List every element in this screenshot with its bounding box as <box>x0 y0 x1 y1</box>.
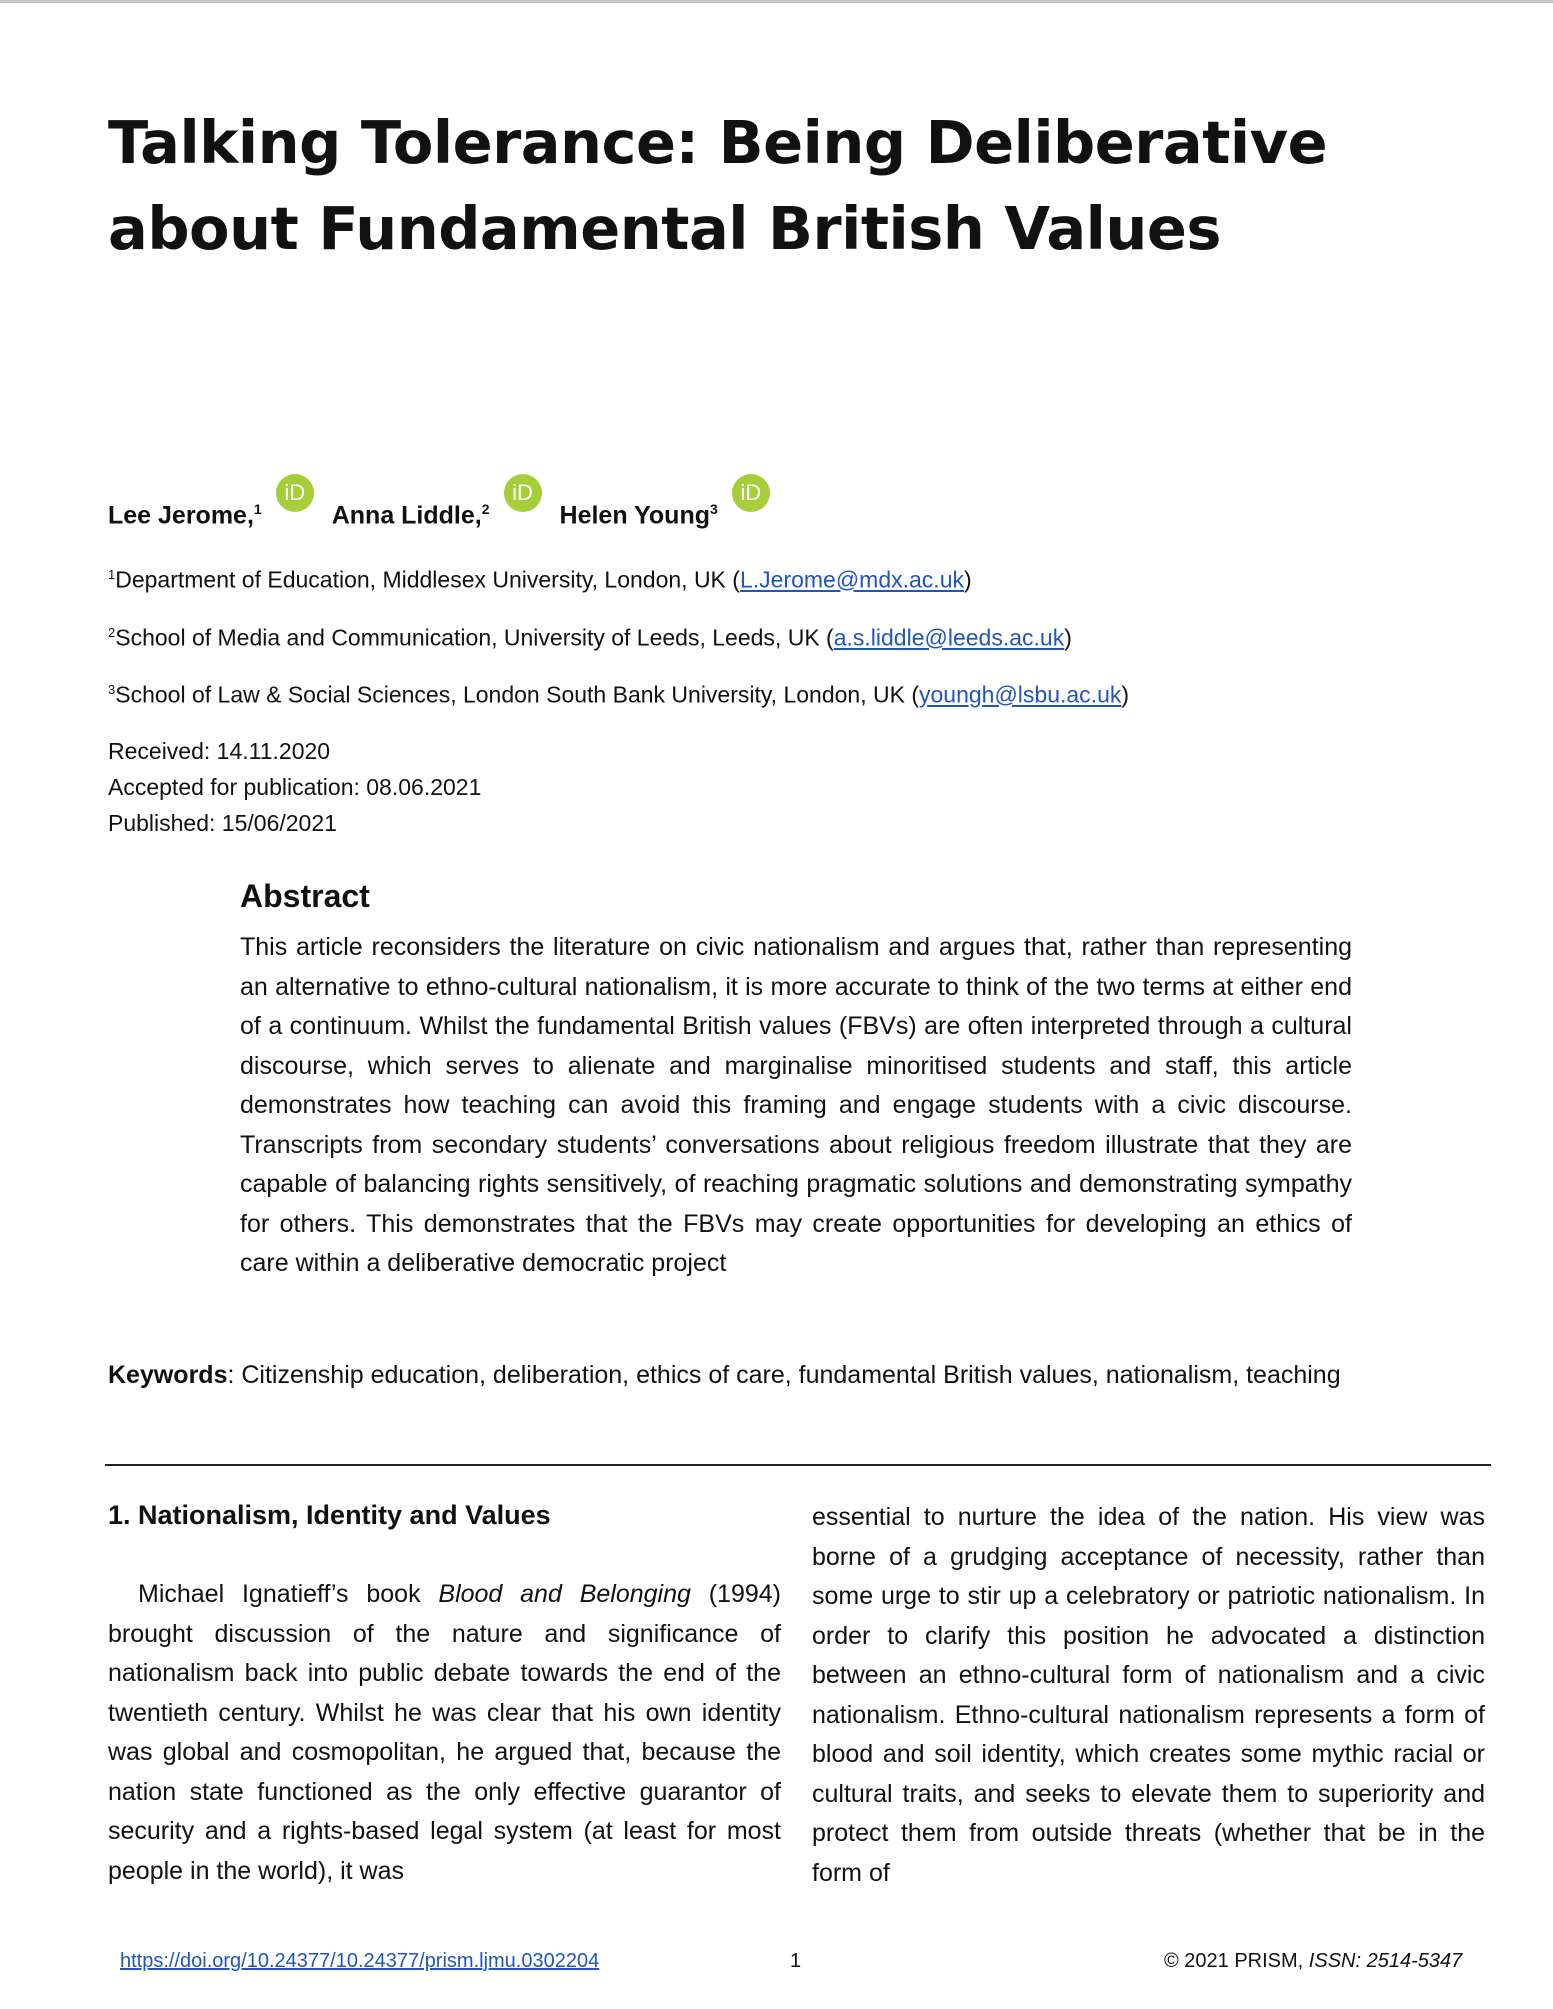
author-sup: 3 <box>710 500 718 517</box>
email-link[interactable]: youngh@lsbu.ac.uk <box>919 681 1122 708</box>
keywords <box>108 1358 1508 1392</box>
author-name <box>560 501 718 530</box>
email-link[interactable]: a.s.liddle@leeds.ac.uk <box>833 624 1065 651</box>
page-number: 1 <box>790 1950 802 1972</box>
publication-dates <box>108 733 481 841</box>
affiliation-sup: 3 <box>108 682 116 697</box>
section-divider <box>105 1464 1491 1466</box>
affiliation-text: School of Media and Communication, University of Leeds, Leeds, UK ( <box>115 624 834 651</box>
affiliation-2 <box>108 618 1072 653</box>
affiliation-close: ) <box>964 566 972 593</box>
received-date: Received: 14.11.2020 <box>108 738 331 764</box>
affiliation-1 <box>108 560 972 595</box>
orcid-icon[interactable]: iD <box>504 474 542 512</box>
author-name <box>108 501 262 530</box>
body-column-right: essential to nurture the idea of the nation. His view was borne of a grudging acceptance of necessity, rather than some urge to stir up a celebratory or patriotic nationalism. In order to clarify this position he advocated a distinction between an ethno-cultural form of nationalism and a civic nationalism. Ethno-cultural nationalism represents a form of blood and soil identity, which creates some mythic racial or cultural traits, and seeks to elevate them to superiority and protect them from outside threats (whether that be in the form of <box>812 1503 1485 1887</box>
copyright-text: © 2021 PRISM, <box>1164 1950 1309 1972</box>
affiliation-text: School of Law & Social Sciences, London South Bank University, London, UK ( <box>115 681 919 708</box>
paper-title: Talking Tolerance: Being Deliberative about Fundamental British Values <box>108 108 1328 263</box>
orcid-icon[interactable]: iD <box>276 474 314 512</box>
affiliation-text: Department of Education, Middlesex University, London, UK ( <box>115 566 740 593</box>
accepted-date: Accepted for publication: 08.06.2021 <box>108 774 482 800</box>
keywords-label: Keywords <box>108 1361 228 1389</box>
orcid-icon[interactable]: iD <box>732 474 770 512</box>
abstract-heading: Abstract <box>240 878 370 914</box>
author-jerome <box>108 474 314 530</box>
author-name-text: Anna Liddle, <box>331 501 482 529</box>
email-link[interactable]: L.Jerome@mdx.ac.uk <box>739 566 964 593</box>
affiliation-sup: 2 <box>108 625 116 640</box>
doi-link[interactable]: https://doi.org/10.24377/10.24377/prism.ljmu.0302204 <box>120 1950 600 1972</box>
issn: ISSN: 2514-5347 <box>1308 1950 1463 1972</box>
book-title: Blood and Belonging <box>438 1580 691 1608</box>
author-liddle <box>332 474 542 530</box>
affiliation-close: ) <box>1064 624 1072 651</box>
body-text: Michael Ignatieff’s book <box>138 1580 439 1608</box>
affiliation-sup: 1 <box>108 567 116 582</box>
author-name-text: Lee Jerome, <box>108 501 254 529</box>
author-name <box>332 501 490 530</box>
author-sup: 2 <box>481 500 490 517</box>
keywords-text: : Citizenship education, deliberation, ethics of care, fundamental British values, nationalism, teaching <box>227 1361 1341 1389</box>
body-text: (1994) brought discussion of the nature and significance of nationalism back into public debate towards the end of the twentieth century. Whilst he was clear that his own identity was global and cosmopolitan, he argued that, because the nation state functioned as the only effective guarantor of security and a rights-based legal system (at least for most people in the world), it was <box>108 1580 781 1885</box>
author-list <box>108 470 788 530</box>
body-column-left <box>108 1575 781 1891</box>
page-top-border <box>0 0 1553 3</box>
abstract-text: This article reconsiders the literature on civic nationalism and argues that, rather than representing an alternative to ethno-cultural nationalism, it is more accurate to think of the two terms at either end of a continuum. Whilst the fundamental British values (FBVs) are often interpreted through a cultural discourse, which serves to alienate and marginalise minoritised students and staff, this article demonstrates how teaching can avoid this framing and engage students with a civic discourse. Transcripts from secondary students’ conversations about religious freedom illustrate that they are capable of balancing rights sensitively, of reaching pragmatic solutions and demonstrating sympathy for others. This demonstrates that the FBVs may create opportunities for developing an ethics of care within a deliberative democratic project <box>240 933 1352 1277</box>
author-young <box>560 474 770 530</box>
copyright <box>1164 1950 1462 1973</box>
affiliation-close: ) <box>1121 681 1130 708</box>
affiliation-3 <box>108 675 1129 710</box>
author-sup: 1 <box>253 500 262 517</box>
section-heading: 1. Nationalism, Identity and Values <box>108 1500 551 1530</box>
published-date: Published: 15/06/2021 <box>108 810 337 836</box>
author-name-text: Helen Young <box>559 501 710 529</box>
